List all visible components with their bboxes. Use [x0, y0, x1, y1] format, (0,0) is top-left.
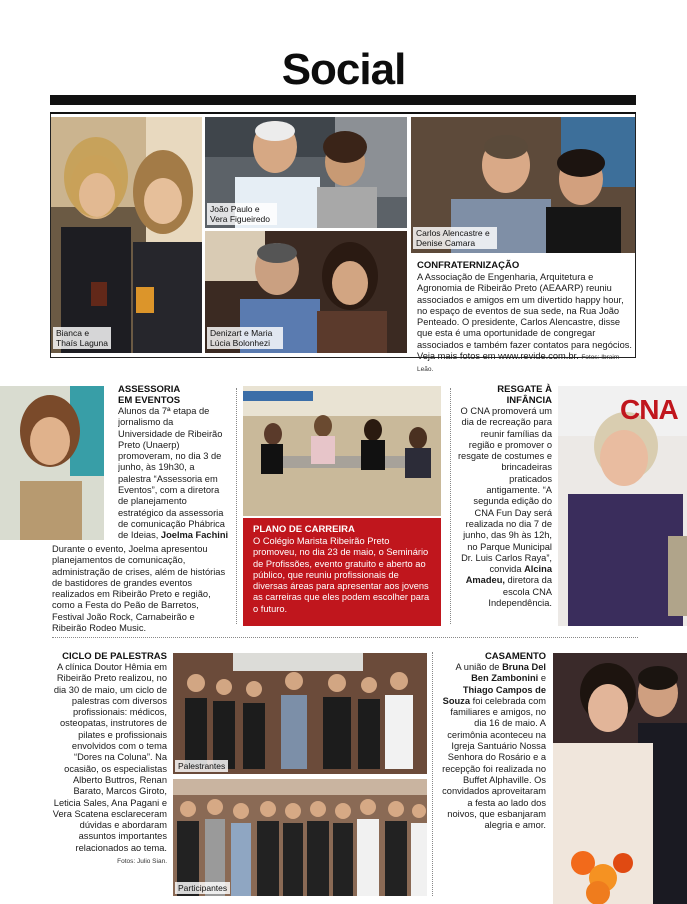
casamento-heading: CASAMENTO — [484, 651, 546, 662]
resgate-body-a: O CNA promoverá um dia de recreação para reunir famílias da região e promover o resgate de costumes e brincadeiras praticados antigamente. “A segunda edição do CNA Fun Day será realizada no dia 7 de junho, das 9h às 12h, no Parque Municipal Dr. Luis Carlos Raya”, convida — [457, 406, 552, 575]
plano-text: O Colégio Marista Ribeirão Preto promoveu, no dia 23 de maio, o Seminário de Profissões, evento gratuito e aberto ao público, que reuniu profissionais de diversas áreas para apresentar aos jovens as carreiras que eles podem escolher para o futuro. — [253, 536, 430, 614]
assessoria-heading-2: EM EVENTOS — [118, 395, 181, 406]
photo-palestrantes — [173, 653, 427, 774]
caption-participantes: Participantes — [175, 882, 230, 894]
photo-alcina — [558, 386, 687, 626]
column-divider-2 — [450, 388, 451, 624]
caption-bianca: Bianca e Thaís Laguna — [53, 327, 111, 349]
confraternizacao-text — [417, 272, 635, 376]
assessoria-text-a — [118, 406, 230, 540]
caption-joao: João Paulo e Vera Figueiredo — [207, 203, 277, 225]
resgate-heading — [456, 384, 552, 406]
photo-bianca-thais — [51, 117, 202, 353]
caption-palestrantes: Palestrantes — [175, 760, 228, 772]
assessoria-body-b: Durante o evento, Joelma apresentou planejamentos de comunicação, administração de crises, além de histórias de bastidores de grandes eventos realizados em Ribeirão Preto e região, como a Festa do Peão de Barretos, Festival João Rock, Carnabeirão e Ribeirão Rodeo Music. — [52, 544, 226, 634]
photo-participantes — [173, 779, 427, 896]
cna-sign: CNA — [620, 394, 678, 425]
row-divider — [52, 637, 638, 638]
assessoria-text-b — [52, 544, 230, 634]
assessoria-heading-1: ASSESSORIA — [118, 384, 181, 395]
ciclo-heading: CICLO DE PALESTRAS — [62, 651, 167, 662]
photo-joelma — [0, 386, 104, 540]
caption-denizart: Denizart e Maria Lúcia Bolonhezi — [207, 327, 283, 349]
casamento-text — [440, 662, 546, 831]
photo-carlos-denise — [411, 117, 635, 253]
column-divider — [236, 388, 237, 624]
ciclo-text — [52, 662, 167, 867]
confraternizacao-heading: CONFRATERNIZAÇÃO — [417, 260, 520, 271]
header-rule — [50, 95, 636, 105]
caption-carlos: Carlos Alencastre e Denise Camara — [413, 227, 497, 249]
resgate-heading-2: INFÂNCIA — [506, 395, 552, 406]
assessoria-body-a: Alunos da 7ª etapa de jornalismo da Universidade de Ribeirão Preto (Unaerp) promoveram, no dia 3 de junho, às 19h30, a palestra “Assessoria em Eventos”, com a diretora de planejamento estratégico da assessoria de comunicação Phábrica de Ideias, — [118, 406, 225, 540]
resgate-body-b: diretora da escola CNA Independência. — [488, 575, 552, 609]
photo-credit: Fotos: Ibraim Leão. — [417, 354, 620, 374]
photo-seminario — [243, 386, 441, 516]
casamento-name-1: Bruna Del Ben Zambonini — [471, 662, 546, 684]
casamento-body-b: e — [540, 673, 546, 684]
section-title: Social — [281, 45, 406, 94]
photo-casamento — [553, 653, 687, 904]
photo-joao-vera — [205, 117, 407, 228]
resgate-name: Alcina Amadeu, — [465, 564, 552, 586]
assessoria-name: Joelma Fachini — [160, 530, 229, 540]
assessoria-heading — [118, 384, 218, 406]
casamento-name-2: Thiago Campos de Souza — [442, 684, 546, 706]
casamento-body-a: A união de — [455, 662, 500, 672]
confraternizacao-body: A Associação de Engenharia, Arquitetura e Agronomia de Ribeirão Preto (AEAARP) reuniu associados e amigos em um divertido happy hour, no espaço de eventos de sua sede, na Rua João Penteado. O presidente, Carlos Alencastre, disse que esta é uma oportunidade de congregar associados e também fazer contatos para negócios. Veja mais fotos em www.revide.com.br. — [417, 272, 632, 362]
plano-heading: PLANO DE CARREIRA — [253, 524, 355, 535]
ciclo-body: A clínica Doutor Hêmia em Ribeirão Preto realizou, no dia 30 de maio, um ciclo de palestras com diversos profissionais: médicos, osteopatas, instrutores de pilates e profissionais envolvidos com o tema “Dores na Coluna”. Na ocasião, os especialistas Alberto Buttros, Renan Barato, Marcos Giroto, Leticia Sales, Ana Pagani e Vera Scatena esclareceram dúvidas e abordaram assuntos importantes relacionados ao tema. — [52, 662, 167, 853]
photo-denizart-maria — [205, 231, 407, 353]
resgate-heading-1: RESGATE À — [497, 384, 552, 395]
resgate-text — [456, 406, 552, 609]
casamento-body-c: foi celebrada com familiares e amigos, no dia 16 de maio. A cerimônia aconteceu na Igreja Santuário Nossa Senhora do Rosário e a recepção foi realizada no Buffet Alphaville. Os convidados aproveitaram a festa ao lado dos noivos, que esbanjaram alegria e amor. — [442, 695, 546, 831]
plano-carreira-box — [243, 518, 441, 626]
column-divider-3 — [432, 652, 433, 896]
ciclo-credit: Fotos: Julio Sian. — [117, 858, 167, 866]
